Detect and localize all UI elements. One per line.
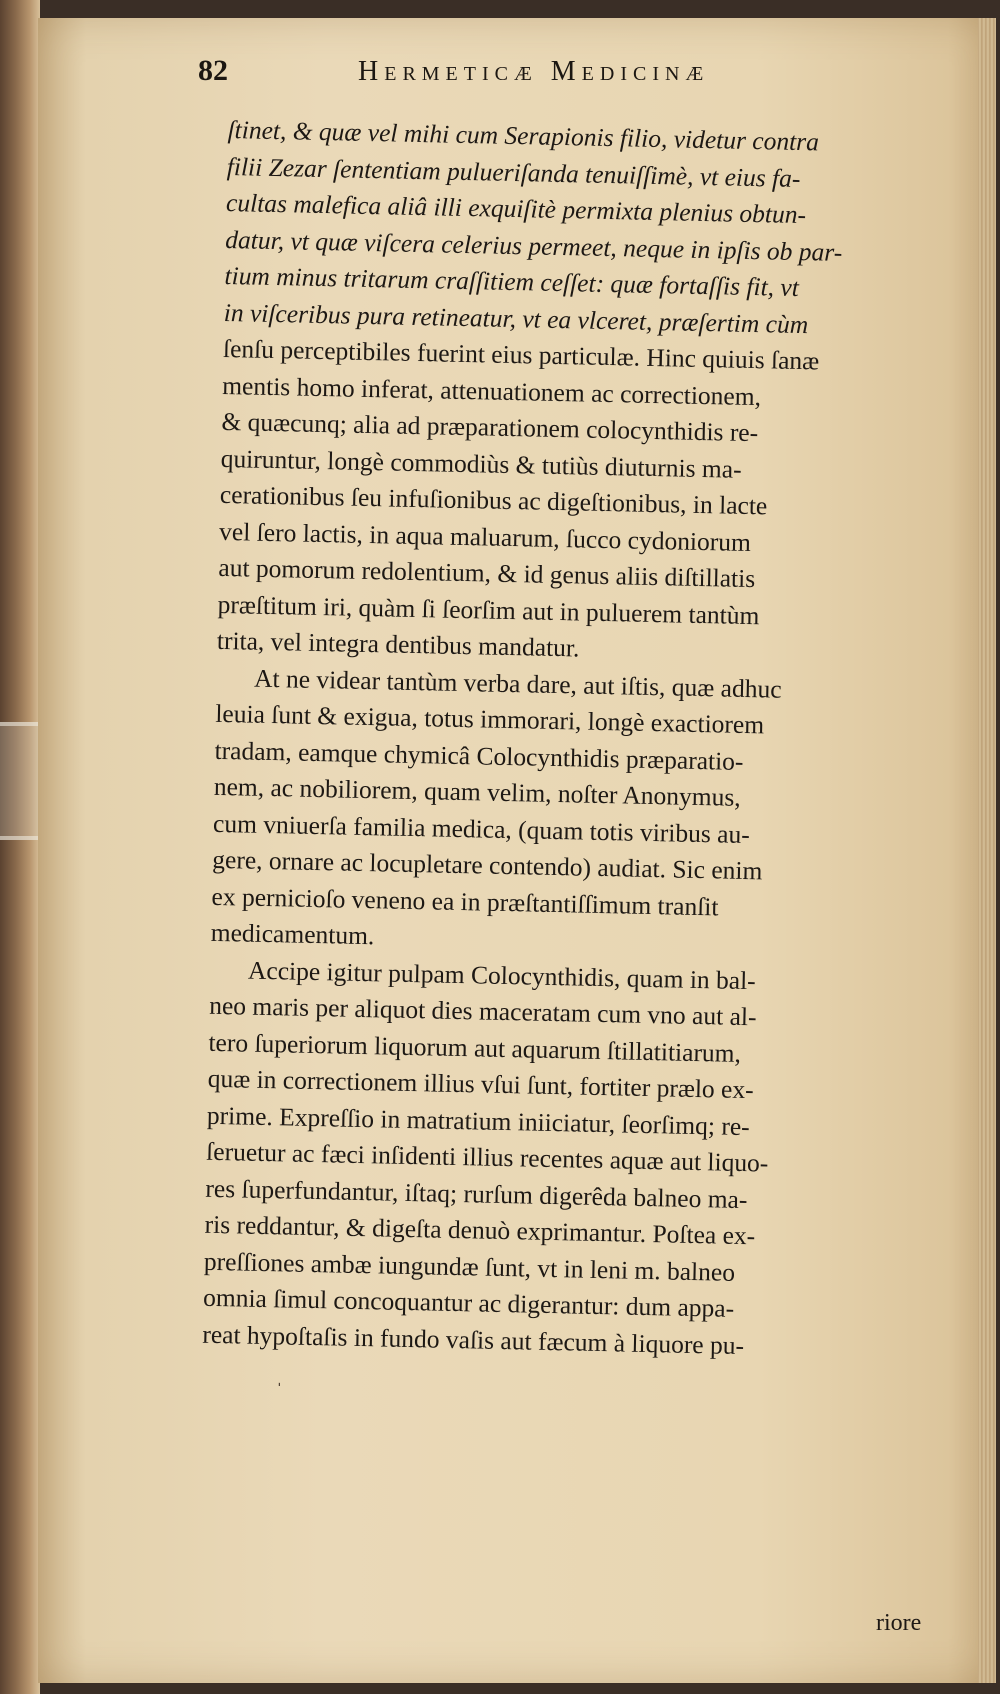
text-line: aut pomorum redolentium, & id genus aliis diſtillatis: [218, 552, 756, 594]
text-line: medicamentum.: [210, 917, 375, 951]
running-title: Hermeticæ Medicinæ: [358, 56, 710, 87]
text-line: & quæcunq; alia ad præparationem colocynthidis re-: [221, 406, 759, 448]
text-line: ex pernicioſo veneno ea in præſtantiſſimum tranſit: [211, 881, 719, 921]
page-edge: [978, 18, 996, 1683]
text-line: ſenſu perceptibiles fuerint eius particulæ. Hinc quiuis ſanæ: [222, 333, 820, 376]
text-line: cultas malefica aliâ illi exquiſitè permixta plenius obtun-: [225, 187, 807, 230]
text-line: tero ſuperiorum liquorum aut aquarum ſtillatitiarum,: [208, 1027, 742, 1068]
text-line: neo maris per aliquot dies maceratam cum vno aut al-: [208, 990, 757, 1032]
text-line: At ne videar tantùm verba dare, aut iſtis, quæ adhuc: [253, 663, 782, 704]
text-line: gere, ornare ac locupletare contendo) audiat. Sic enim: [212, 844, 763, 886]
text-line: reat hypoſtaſis in fundo vaſis aut fæcum à liquore pu-: [202, 1319, 745, 1360]
text-line: ſtinet, & quæ vel mihi cum Serapionis filio, videtur contra: [227, 114, 820, 157]
text-line: prime. Expreſſio in matratium iniiciatur, ſeorſimq; re-: [206, 1100, 751, 1141]
text-line: leuia ſunt & exigua, totus immorari, longè exactiorem: [215, 698, 765, 740]
text-line: quiruntur, longè commodiùs & tutiùs diuturnis ma-: [220, 443, 742, 484]
text-line: cum vniuerſa familia medica, (quam totis viribus au-: [212, 808, 751, 849]
text-line: nem, ac nobiliorem, quam velim, noſter Anonymus,: [213, 771, 741, 812]
page-number: 82: [198, 54, 228, 87]
text-line: tradam, eamque chymicâ Colocynthidis præparatio-: [214, 735, 744, 776]
text-line: trita, vel integra dentibus mandatur.: [216, 625, 580, 663]
text-line: præſtitum iri, quàm ſi ſeorſim aut in puluerem tantùm: [217, 589, 760, 630]
body-text: [202, 112, 928, 1367]
text-line: mentis homo inferat, attenuationem ac correctionem,: [221, 370, 762, 411]
text-line: res ſuperfundantur, iſtaq; rurſum digerêda balneo ma-: [205, 1173, 748, 1214]
page-header: [198, 54, 858, 98]
text-line: ris reddantur, & digeſta denuò exprimantur. Poſtea ex-: [204, 1209, 756, 1251]
text-line: ſeruetur ac fæci inſidenti illius recentes aquæ aut liquo-: [205, 1136, 769, 1178]
text-line: Accipe igitur pulpam Colocynthidis, quam in bal-: [247, 955, 757, 995]
text-line: in viſceribus pura retineatur, vt ea vlceret, præſertim cùm: [223, 297, 809, 339]
text-line: datur, vt quæ viſcera celerius permeet, neque in ipſis ob par-: [225, 224, 843, 267]
catchword: riore: [876, 1610, 922, 1636]
book-spine: [0, 0, 40, 1694]
ink-mark: ˈ: [276, 1380, 283, 1402]
text-line: tium minus tritarum craſſitiem ceſſet: quæ fortaſſis fit, vt: [224, 260, 800, 302]
text-line: quæ in correctionem illius vſui ſunt, fortiter prælo ex-: [207, 1063, 754, 1105]
text-line: vel ſero lactis, in aqua maluarum, ſucco cydoniorum: [218, 516, 752, 557]
text-line: omnia ſimul concoquantur ac digerantur: dum appa-: [202, 1282, 735, 1323]
text-line: cerationibus ſeu infuſionibus ac digeſtionibus, in lacte: [219, 479, 768, 521]
text-line: preſſiones ambæ iungundæ ſunt, vt in leni m. balneo: [203, 1246, 736, 1287]
text-line: filii Zezar ſententiam pulueriſanda tenuiſſimè, vt eius fa-: [226, 151, 801, 193]
